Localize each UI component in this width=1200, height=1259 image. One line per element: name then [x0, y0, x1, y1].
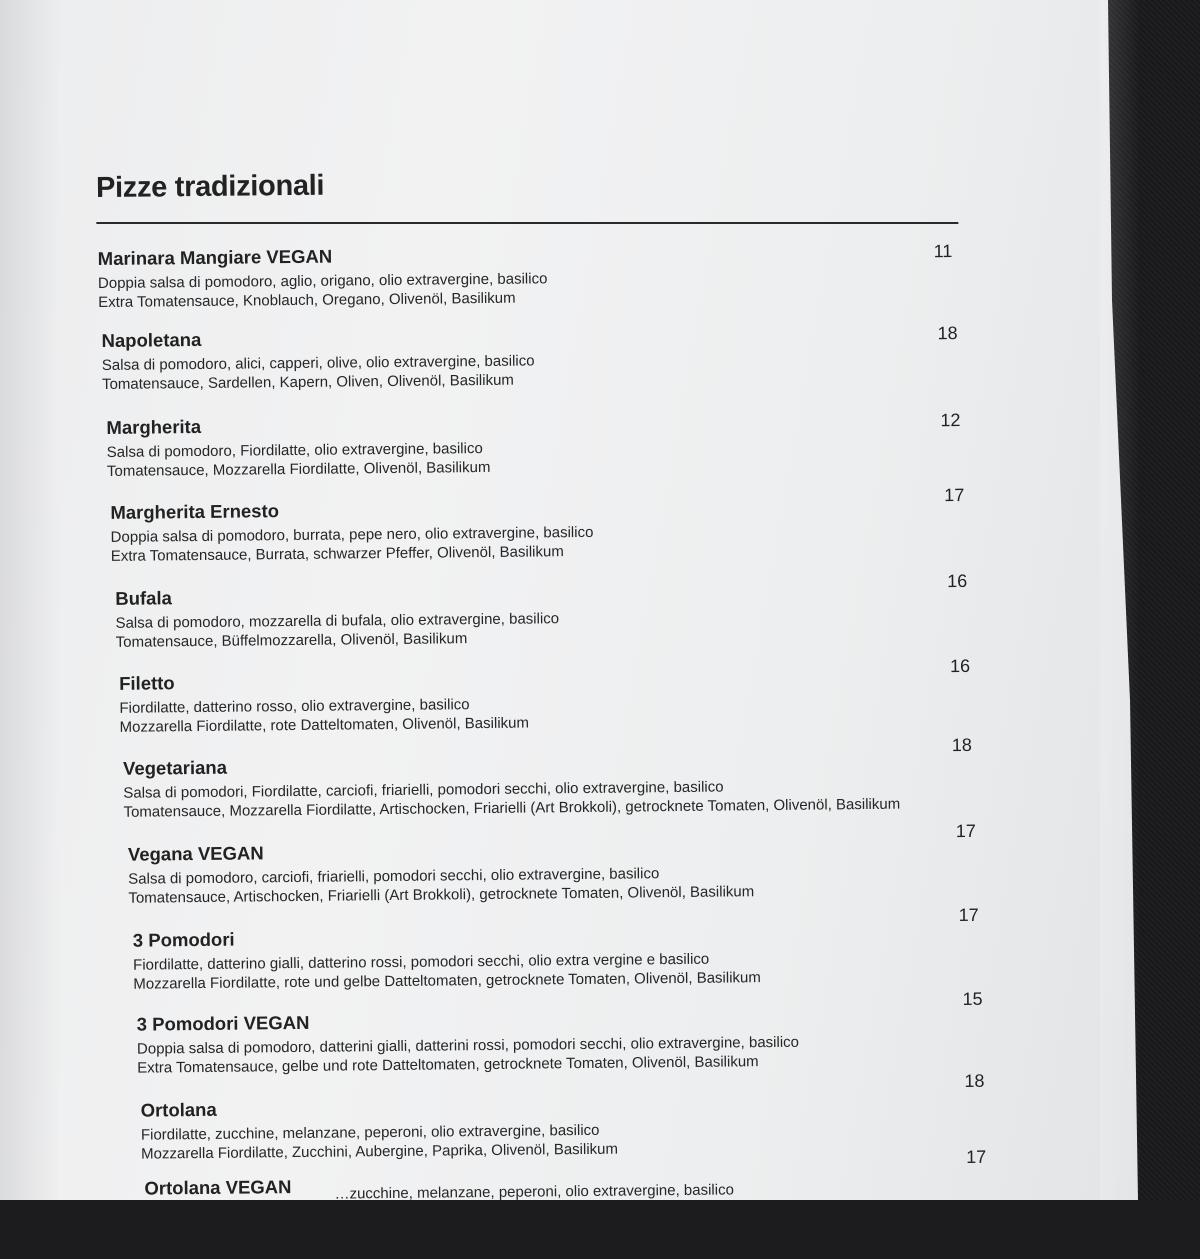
- price: 16: [949, 655, 971, 677]
- section-title: Pizze tradizionali: [95, 169, 325, 205]
- menu-item: [140, 1070, 1012, 1180]
- ingredients-italian: Doppia salsa di pomodoro, aglio, origano, olio extravergine, basilico: [97, 270, 548, 293]
- pizza-name: Ortolana: [140, 1098, 217, 1121]
- price: 18: [951, 734, 972, 756]
- price: 17: [955, 820, 976, 842]
- pizza-name: Bufala: [115, 587, 172, 609]
- ingredients-german: Extra Tomatensauce, Burrata, schwarzer Pfeffer, Olivenöl, Basilikum: [110, 543, 564, 565]
- pizza-name: Vegana VEGAN: [127, 842, 264, 865]
- menu-item: [115, 570, 986, 668]
- price: 12: [940, 410, 961, 431]
- ingredients-german: Tomatensauce, Sardellen, Kapern, Oliven, Olivenöl, Basilikum: [101, 371, 514, 393]
- ingredients-italian: Fiordilatte, zucchine, melanzane, peperoni, olio extravergine, basilico: [140, 1121, 600, 1144]
- menu-item: [127, 820, 999, 924]
- ingredients-italian: Fiordilatte, datterino gialli, datterino rossi, pomodori secchi, olio extra vergine e basilico: [133, 950, 710, 974]
- menu-item: [132, 904, 1004, 1010]
- pizza-name: Marinara Mangiare VEGAN: [97, 245, 333, 270]
- price: 18: [964, 1070, 985, 1091]
- ingredients-italian: Salsa di pomodoro, mozzarella di bufala, olio extravergine, basilico: [115, 610, 560, 632]
- pizza-name: Margherita Ernesto: [110, 500, 280, 523]
- ingredients-italian: …zucchine, melanzane, peperoni, olio extravergine, basilico: [334, 1181, 734, 1203]
- price: 17: [944, 484, 965, 506]
- price: 16: [947, 570, 968, 592]
- price: 11: [933, 241, 953, 262]
- ingredients-german: Tomatensauce, Mozzarella Fiordilatte, Artischocken, Friarielli (Art Brokkoli), getrocknete Tomaten, Olivenöl, Basilikum: [123, 795, 901, 821]
- menu-item: [110, 484, 981, 582]
- ingredients-german: Tomatensauce, Artischocken, Friarielli (Art Brokkoli), getrocknete Tomaten, Olivenöl, Basilikum: [128, 883, 755, 907]
- menu-item: [122, 734, 1004, 838]
- ingredients-italian: Doppia salsa di pomodoro, burrata, pepe nero, olio extravergine, basilico: [110, 523, 594, 546]
- pizza-name: Ortolana VEGAN: [144, 1176, 292, 1199]
- pizza-name: Vegetariana: [122, 756, 228, 779]
- ingredients-italian: Fiordilatte, datterino rosso, olio extravergine, basilico: [119, 696, 470, 717]
- ingredients-german: Mozzarella Fiordilatte, rote und gelbe Datteltomaten, getrocknete Tomaten, Olivenöl, Basilikum: [133, 969, 761, 993]
- ingredients-german: Mozzarella Fiordilatte, rote Datteltomaten, Olivenöl, Basilikum: [119, 714, 530, 736]
- ingredients-italian: Salsa di pomodori, Fiordilatte, carciofi, friarielli, pomodori secchi, olio extravergine, basilico: [123, 778, 724, 802]
- menu-item: [106, 408, 977, 497]
- ingredients-italian: Doppia salsa di pomodoro, datterini gialli, datterini rossi, pomodori secchi, olio extravergine, basilico: [136, 1033, 800, 1058]
- price: 17: [966, 1146, 987, 1167]
- menu-item: [98, 239, 969, 328]
- ingredients-german: Extra Tomatensauce, Knoblauch, Oregano, Olivenöl, Basilikum: [98, 289, 516, 312]
- pizza-name: 3 Pomodori: [132, 928, 235, 951]
- ingredients-italian: Salsa di pomodoro, carciofi, friarielli, pomodori secchi, olio extravergine, basilico: [128, 865, 660, 888]
- ingredients-italian: Salsa di pomodoro, alici, capperi, olive, olio extravergine, basilico: [101, 352, 535, 374]
- ingredients-german: Mozzarella Fiordilatte, Zucchini, Aubergine, Paprika, Olivenöl, Basilikum: [141, 1140, 619, 1163]
- pizza-name: Filetto: [119, 672, 175, 694]
- ingredients-german: Tomatensauce, Büffelmozzarella, Olivenöl, Basilikum: [115, 630, 468, 651]
- ingredients-german: Extra Tomatensauce, gelbe und rote Datteltomaten, getrocknete Tomaten, Olivenöl, Basilikum: [137, 1053, 759, 1077]
- pizza-name: Margherita: [106, 415, 202, 438]
- price: 15: [962, 988, 983, 1010]
- menu-item: [136, 988, 1008, 1094]
- ingredients-german: Tomatensauce, Mozzarella Fiordilatte, Olivenöl, Basilikum: [106, 458, 491, 480]
- price: 17: [958, 904, 979, 926]
- menu-item: [101, 321, 972, 410]
- pizza-name: 3 Pomodori VEGAN: [136, 1011, 310, 1035]
- pizza-name: Napoletana: [101, 328, 202, 351]
- price: 18: [937, 323, 958, 344]
- ingredients-italian: Salsa di pomodoro, Fiordilatte, olio extravergine, basilico: [106, 440, 483, 461]
- menu-item: [119, 655, 990, 753]
